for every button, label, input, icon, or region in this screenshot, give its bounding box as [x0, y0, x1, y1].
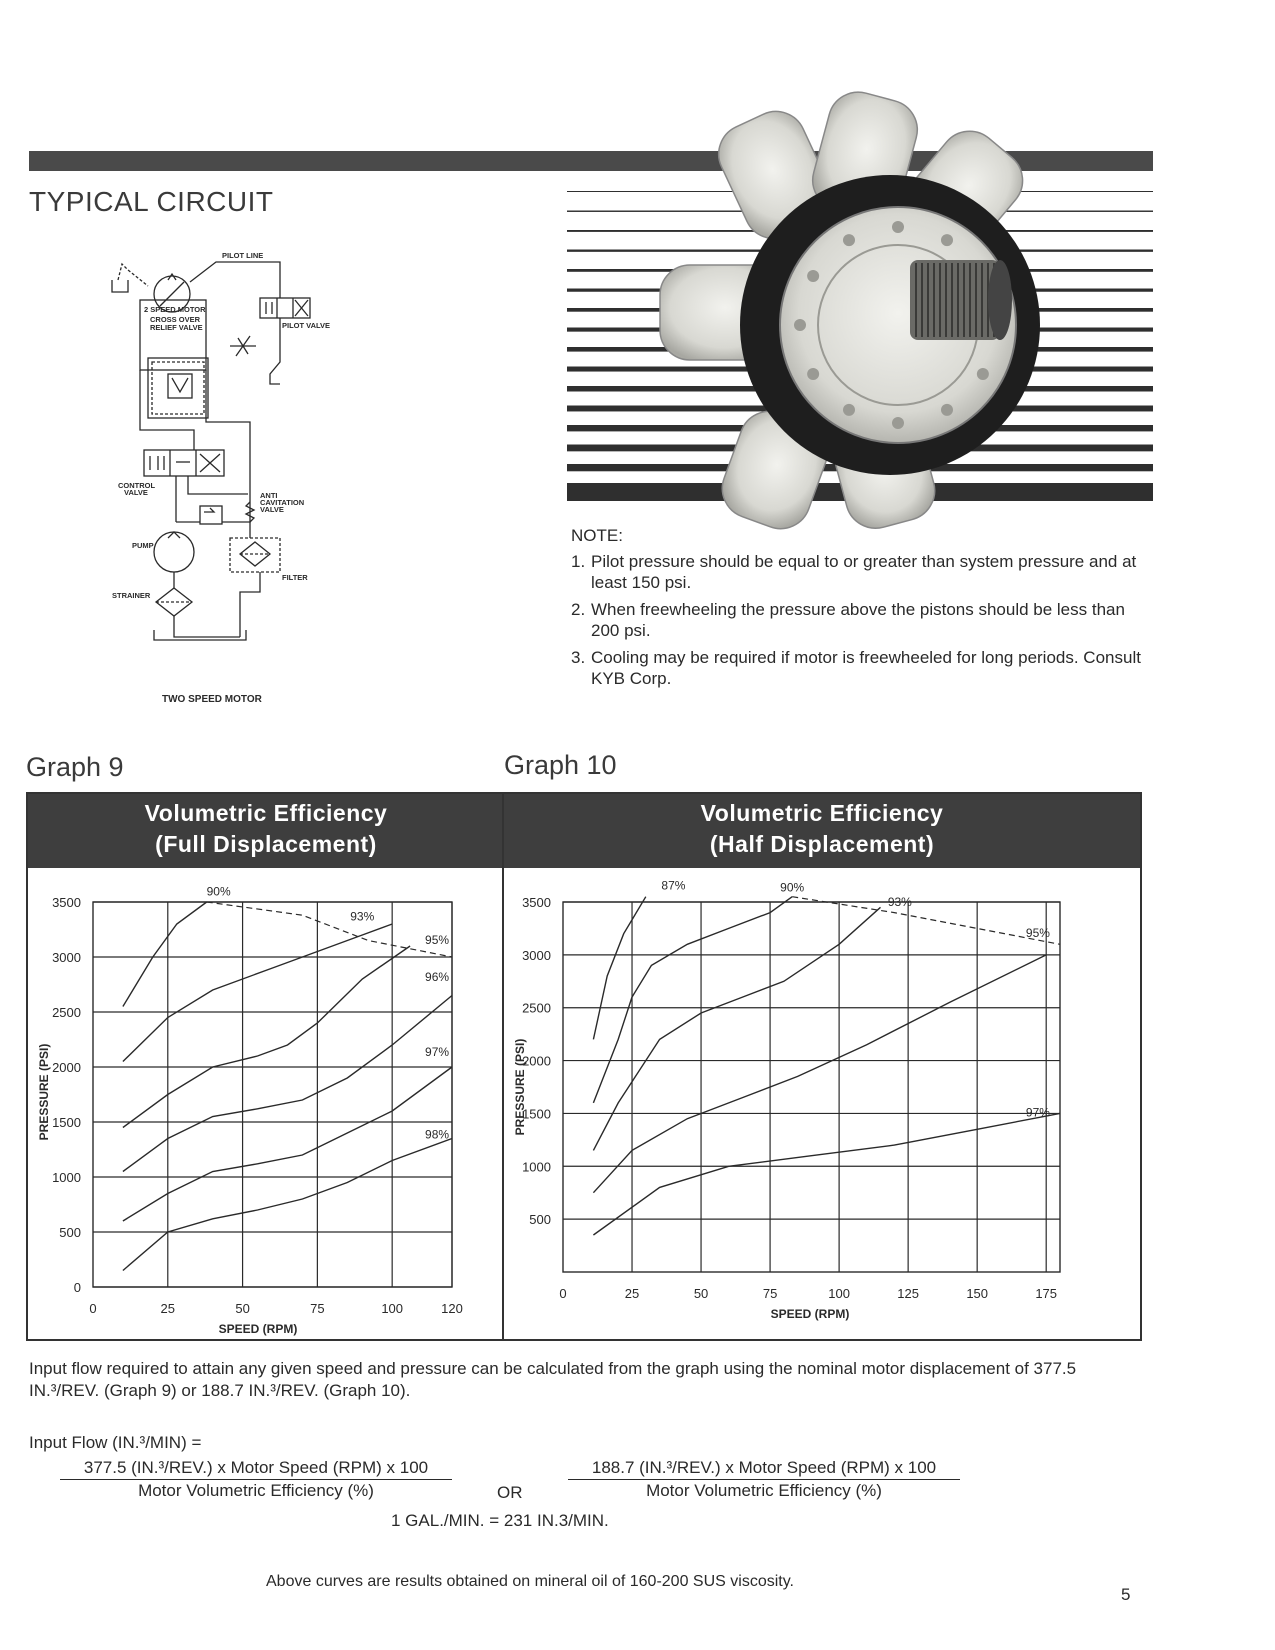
series-line [123, 902, 207, 1007]
plot-frame [563, 902, 1060, 1272]
graph9-panel [26, 792, 506, 1341]
label-pump: PUMP [132, 541, 154, 550]
label-filter: FILTER [282, 573, 308, 582]
tank-symbol [112, 280, 128, 292]
output-shaft [910, 260, 1000, 340]
efficiency-label: 96% [425, 970, 450, 985]
label-crossover-2: RELIEF VALVE [150, 323, 203, 332]
graph10-header-line1: Volumetric Efficiency [700, 800, 944, 826]
x-tick-label: 50 [235, 1301, 250, 1316]
series-line [593, 897, 645, 1040]
x-tick-label: 0 [89, 1301, 97, 1316]
efficiency-label: 95% [1025, 925, 1050, 940]
efficiency-label: 98% [425, 1127, 450, 1142]
note-number: 1. [571, 552, 586, 571]
graph9-header [28, 794, 504, 868]
y-tick-label: 2500 [52, 1005, 81, 1020]
efficiency-label: 97% [425, 1045, 450, 1059]
formula-or: OR [497, 1483, 523, 1502]
y-tick-label: 1000 [522, 1159, 551, 1175]
pump-symbol [154, 532, 194, 572]
formula-right-denominator: Motor Volumetric Efficiency (%) [646, 1481, 882, 1500]
y-tick-label: 500 [529, 1212, 551, 1228]
note-text: Pilot pressure should be equal to or greater than system pressure and at least 150 psi. [591, 552, 1137, 592]
label-anti-3: VALVE [260, 505, 284, 514]
y-tick-label: 1500 [522, 1106, 551, 1122]
efficiency-label: 95% [425, 932, 450, 947]
note-title: NOTE: [571, 526, 623, 545]
y-tick-label: 3000 [52, 950, 81, 965]
note-number: 3. [571, 648, 586, 667]
formula-right-numerator: 188.7 (IN.³/REV.) x Motor Speed (RPM) x 100 [568, 1457, 960, 1480]
x-tick-label: 125 [897, 1286, 919, 1301]
graph9-title: Graph 9 [26, 752, 124, 782]
control-valve-symbol [144, 450, 224, 476]
y-tick-label: 1000 [52, 1170, 81, 1185]
formula-left [60, 1457, 452, 1502]
formula-label: Input Flow (IN.³/MIN) = [29, 1433, 202, 1452]
formula-left-numerator: 377.5 (IN.³/REV.) x Motor Speed (RPM) x 100 [60, 1457, 452, 1480]
graph10-header [504, 794, 1140, 868]
x-tick-label: 175 [1035, 1286, 1058, 1301]
note-text: When freewheeling the pressure above the pistons should be less than 200 psi. [591, 600, 1125, 640]
dashed-limit-line [792, 897, 1060, 945]
formula-right [568, 1457, 960, 1502]
label-control-2: VALVE [124, 488, 148, 497]
efficiency-label: 90% [780, 880, 805, 895]
label-strainer: STRAINER [112, 591, 151, 600]
x-tick-label: 100 [828, 1286, 850, 1301]
circuit-caption: TWO SPEED MOTOR [162, 694, 262, 705]
efficiency-label: 87% [661, 878, 686, 893]
plot-frame [93, 902, 452, 1287]
crossover-relief-valve [168, 374, 192, 398]
x-tick-label: 0 [559, 1286, 567, 1301]
series-line [593, 955, 1046, 1193]
pilot-valve-symbol [260, 298, 310, 318]
y-tick-label: 2000 [522, 1053, 551, 1069]
bolt [807, 368, 819, 380]
label-crossover-1: CROSS OVER [150, 315, 201, 324]
bolt [941, 404, 953, 416]
footnote: Above curves are results obtained on mineral oil of 160-200 SUS viscosity. [266, 1573, 794, 1590]
bolt [794, 319, 806, 331]
efficiency-label: 90% [206, 884, 231, 899]
bolt [843, 404, 855, 416]
efficiency-label: 97% [1025, 1105, 1050, 1120]
y-tick-label: 2000 [52, 1060, 81, 1075]
bolt [941, 234, 953, 246]
label-anti-2: CAVITATION [260, 498, 305, 507]
x-tick-label: 50 [693, 1286, 709, 1301]
graph10-title: Graph 10 [504, 750, 617, 780]
y-tick-label: 3000 [522, 947, 551, 963]
y-tick-label: 3500 [522, 895, 551, 910]
series-line [123, 996, 452, 1172]
graph9-header-line2: (Full Displacement) [155, 831, 377, 857]
unit-conversion: 1 GAL./MIN. = 231 IN.3/MIN. [391, 1511, 609, 1530]
x-axis-label: SPEED (RPM) [770, 1307, 850, 1321]
y-tick-label: 500 [59, 1225, 81, 1240]
circuit-diagram [110, 251, 360, 712]
label-pilot-valve: PILOT VALVE [282, 321, 331, 330]
note-list [571, 551, 1151, 695]
label-anti-1: ANTI [260, 491, 278, 500]
x-tick-label: 25 [160, 1301, 176, 1316]
y-axis-label: PRESSURE (PSI) [37, 1043, 51, 1141]
bolt [807, 270, 819, 282]
bolt [892, 417, 904, 429]
y-axis-label: PRESSURE (PSI) [513, 1038, 527, 1136]
y-tick-label: 1500 [52, 1115, 81, 1130]
series-line [593, 897, 792, 1103]
efficiency-label: 93% [887, 895, 912, 910]
x-tick-label: 75 [762, 1286, 778, 1301]
flow-description: Input flow required to attain any given speed and pressure can be calculated from the graph using the nominal motor displacement of 377.5 IN.³/REV. (Graph 9) or 188.7 IN.³/REV. (Graph 10). [29, 1359, 1077, 1400]
y-tick-label: 3500 [52, 895, 81, 910]
efficiency-label: 93% [350, 909, 375, 924]
y-tick-label: 2500 [522, 1000, 551, 1016]
graph9-chart [28, 864, 504, 1339]
bolt [977, 368, 989, 380]
note-item [571, 647, 1151, 689]
label-control-1: CONTROL [118, 481, 156, 490]
note-number: 2. [571, 600, 586, 619]
graph10-chart [504, 864, 1140, 1339]
note-item [571, 551, 1151, 593]
x-tick-label: 120 [441, 1301, 463, 1316]
note-item [571, 599, 1151, 641]
x-axis-label: SPEED (RPM) [218, 1322, 298, 1336]
x-tick-label: 25 [624, 1286, 640, 1301]
bolt [892, 221, 904, 233]
page-number: 5 [1121, 1585, 1131, 1604]
motor-illustration [670, 95, 1050, 535]
x-tick-label: 75 [310, 1301, 325, 1316]
series-line [123, 946, 410, 1128]
label-pilot-line: PILOT LINE [222, 251, 264, 260]
bolt [843, 234, 855, 246]
section-title: TYPICAL CIRCUIT [29, 186, 274, 217]
x-tick-label: 100 [381, 1301, 404, 1316]
graph10-panel [502, 792, 1142, 1341]
label-motor: 2 SPEED MOTOR [144, 305, 206, 314]
graph10-header-line2: (Half Displacement) [709, 831, 935, 857]
y-tick-label: 0 [73, 1280, 81, 1295]
series-line [123, 924, 392, 1062]
series-line [123, 1067, 452, 1221]
formula-left-denominator: Motor Volumetric Efficiency (%) [138, 1481, 374, 1500]
dashed-limit-line [207, 902, 452, 957]
note-text: Cooling may be required if motor is freewheeled for long periods. Consult KYB Corp. [591, 648, 1141, 688]
x-tick-label: 150 [966, 1286, 989, 1301]
graph9-header-line1: Volumetric Efficiency [144, 800, 388, 826]
